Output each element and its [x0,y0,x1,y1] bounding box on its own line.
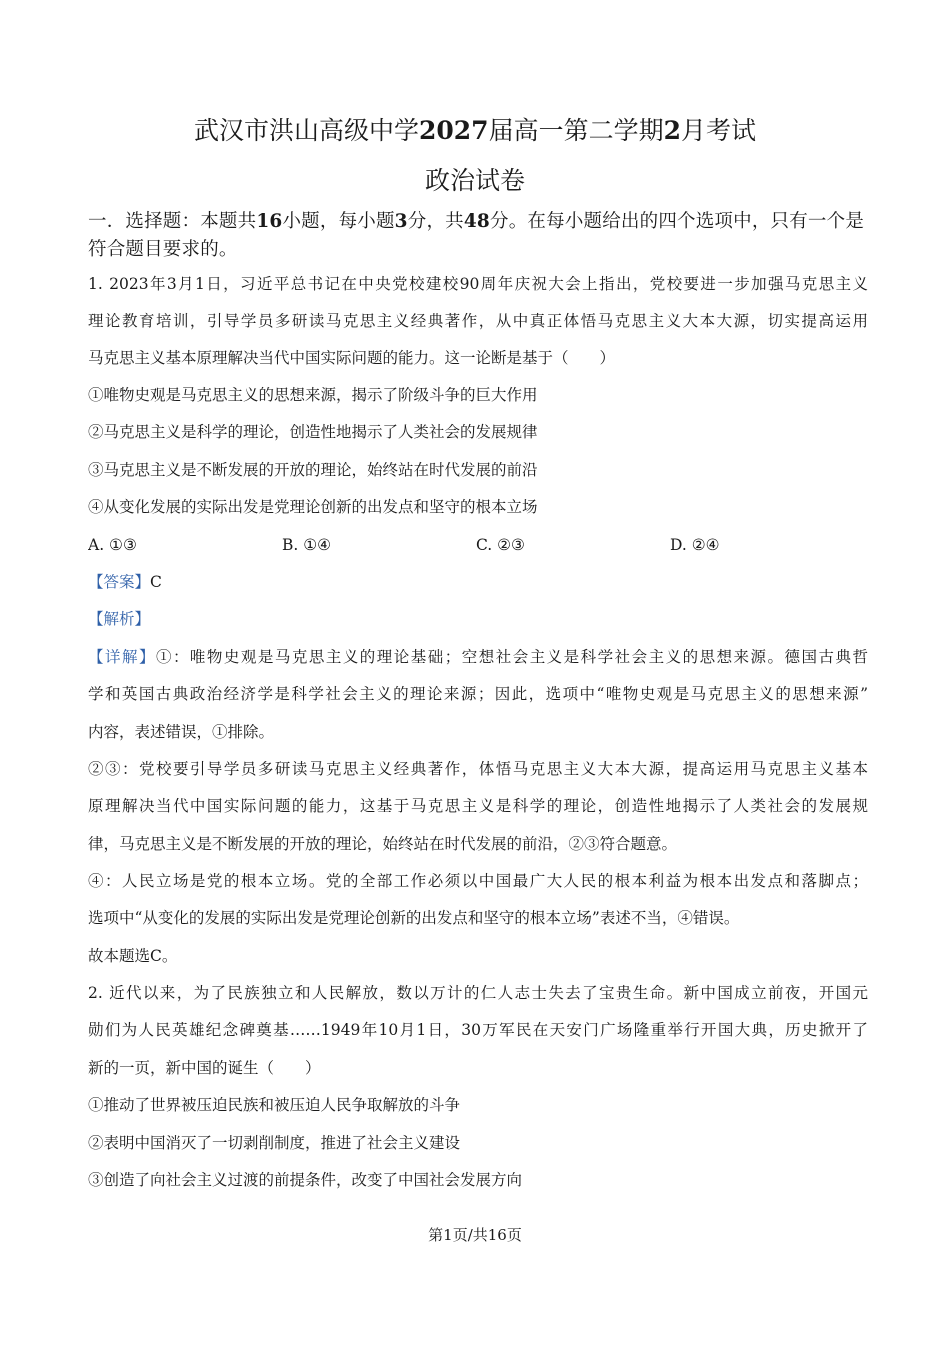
exam-title: 武汉市洪山高级中学2027届高一第二学期2月考试 [193,116,757,145]
option-b: B. ①④ [282,536,332,554]
detail-line: ②③：党校要引导学员多研读马克思主义经典著作，体悟马克思主义大本大源，提高运用马克思主义基本 [88,760,868,778]
option-a: A. ①③ [88,536,137,554]
detail-line: 律，马克思主义是不断发展的开放的理论，始终站在时代发展的前沿，②③符合题意。 [88,835,678,853]
analysis-label: 【解析】 [88,610,151,628]
q1-statement: ④从变化发展的实际出发是党理论创新的出发点和坚守的根本立场 [88,498,538,516]
q2-statement: ③创造了向社会主义过渡的前提条件，改变了中国社会发展方向 [88,1171,523,1189]
q1-stem-line: 理论教育培训，引导学员多研读马克思主义经典著作，从中真正体悟马克思主义大本大源，切实提高运用 [88,312,868,330]
option-c: C. ②③ [476,536,525,554]
page-footer: 第1页/共16页 [428,1226,522,1244]
q2-stem-line: 新的一页，新中国的诞生（ ） [88,1059,321,1077]
exam-subtitle: 政治试卷 [424,166,525,195]
option-d: D. ②④ [670,536,720,554]
q1-stem-line: 马克思主义基本原理解决当代中国实际问题的能力。这一论断是基于（ ） [88,349,616,367]
q1-statement: ②马克思主义是科学的理论，创造性地揭示了人类社会的发展规律 [88,423,538,441]
answer-label: 【答案】 [88,573,151,591]
detail-line: 原理解决当代中国实际问题的能力，这基于马克思主义是科学的理论，创造性地揭示了人类社会的发展规 [88,797,868,815]
detail-line: 选项中“从变化的发展的实际出发是党理论创新的出发点和坚守的根本立场”表述不当，④错误。 [88,909,740,927]
section-instructions: 一．选择题：本题共16小题，每小题3分，共48分。在每小题给出的四个选项中，只有一个是符合题目要求的。 [88,211,865,260]
q2-stem-line: 2. 近代以来，为了民族独立和人民解放，数以万计的仁人志士失去了宝贵生命。新中国成立前夜，开国元 [88,984,868,1002]
detail-line: 学和英国古典政治经济学是科学社会主义的理论来源；因此，选项中“唯物史观是马克思主义的思想来源” [88,685,868,703]
q2-statement: ②表明中国消灭了一切剥削制度，推进了社会主义建设 [88,1134,461,1152]
answer-value: C [150,573,162,591]
detail-label: 【详解】 [88,648,156,666]
q2-stem-line: 勋们为人民英雄纪念碑奠基……1949年10月1日，30万军民在天安门广场隆重举行开国大典，历史掀开了 [88,1021,868,1039]
q2-statement: ①推动了世界被压迫民族和被压迫人民争取解放的斗争 [88,1096,461,1114]
q1-statement: ③马克思主义是不断发展的开放的理论，始终站在时代发展的前沿 [88,461,538,479]
detail-line: ④：人民立场是党的根本立场。党的全部工作必须以中国最广大人民的根本利益为根本出发点和落脚点； [88,872,868,890]
q1-options [88,533,868,557]
detail-line: 故本题选C。 [88,947,178,965]
q1-stem-line: 1. 2023年3月1日，习近平总书记在中央党校建校90周年庆祝大会上指出，党校要进一步加强马克思主义 [88,275,868,293]
detail-line: 【详解】①：唯物史观是马克思主义的理论基础；空想社会主义是科学社会主义的思想来源。德国古典哲 [88,648,868,666]
q1-statement: ①唯物史观是马克思主义的思想来源，揭示了阶级斗争的巨大作用 [88,386,538,404]
q1-answer [88,570,868,594]
detail-line: 内容，表述错误，①排除。 [88,723,275,741]
